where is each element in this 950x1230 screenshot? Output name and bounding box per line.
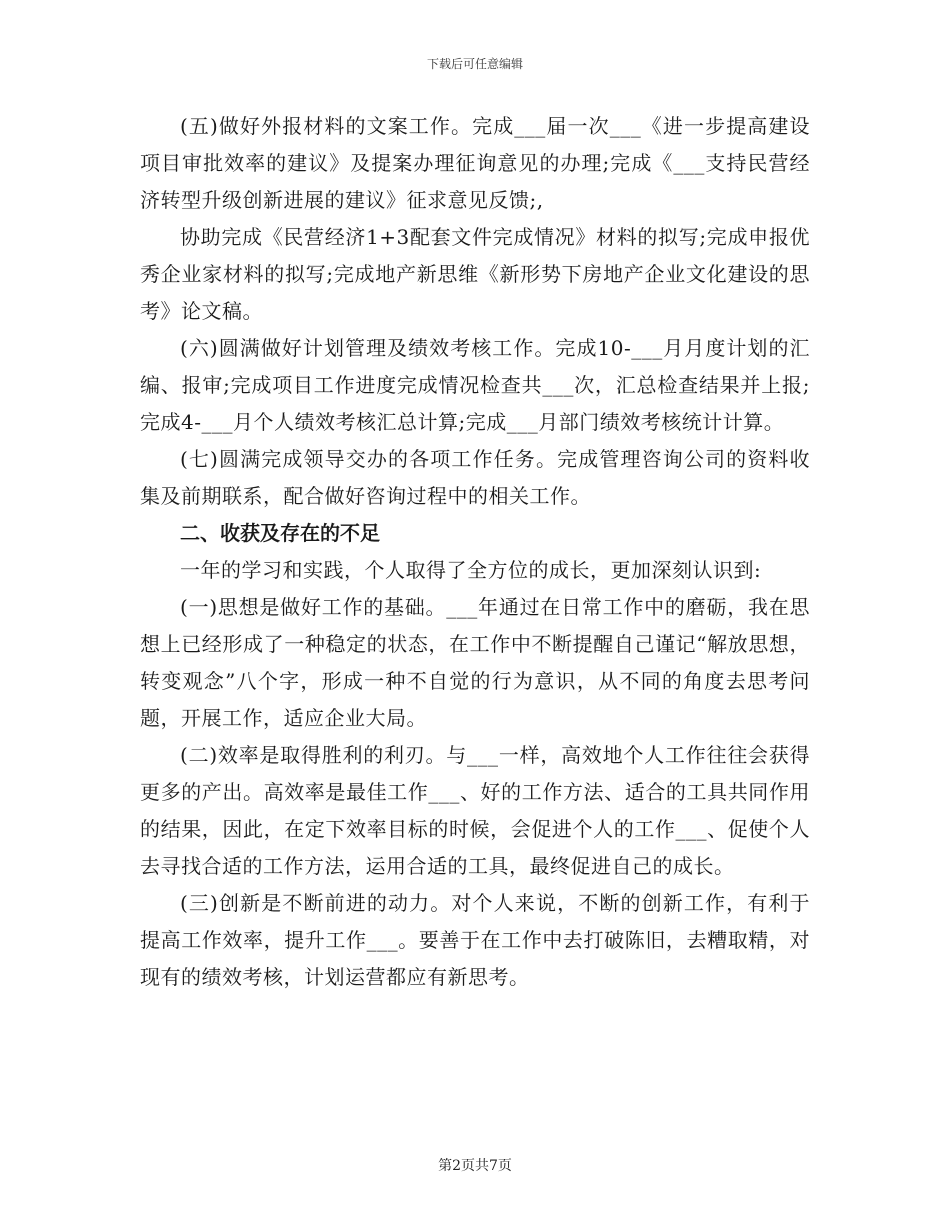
paragraph-innovation: (三)创新是不断前进的动力。对个人来说，不断的创新工作，有利于提高工作效率，提升工作___。要善于在工作中去打破陈旧，去糟取精，对现有的绩效考核，计划运营都应有新思考。 xyxy=(140,891,810,989)
paragraph-section-five: (五)做好外报材料的文案工作。完成___届一次___《进一步提高建设项目审批效率的建议》及提案办理征询意见的办理;完成《___支持民营经济转型升级创新进展的建议》征求意见反馈;, xyxy=(140,114,810,212)
paragraph-thinking-foundation: (一)思想是做好工作的基础。___年通过在日常工作中的磨砺，我在思想上已经形成了一种稳定的状态，在工作中不断提醒自己谨记“解放思想，转变观念”八个字，形成一种不自觉的行为意识，从不同的角度去思考问题，开展工作，适应企业大局。 xyxy=(140,595,810,730)
paragraph-intro-growth: 一年的学习和实践，个人取得了全方位的成长，更加深刻认识到: xyxy=(180,558,762,582)
paragraph-section-six: (六)圆满做好计划管理及绩效考核工作。完成10-___月月度计划的汇编、报审;完成项目工作进度完成情况检查共___次，汇总检查结果并上报;完成4-___月个人绩效考核汇总计算;完成___月部门绩效考核统计计算。 xyxy=(140,336,810,434)
page-header: 下载后可任意编辑 xyxy=(426,57,523,71)
paragraph-section-seven: (七)圆满完成领导交办的各项工作任务。完成管理咨询公司的资料收集及前期联系，配合做好咨询过程中的相关工作。 xyxy=(140,447,810,508)
paragraph-efficiency: (二)效率是取得胜利的利刃。与___一样，高效地个人工作往往会获得更多的产出。高效率是最佳工作___、好的工作方法、适合的工具共同作用的结果，因此，在定下效率目标的时候，会促进个人的工作___、促使个人去寻找合适的工作方法，运用合适的工具，最终促进自己的成长。 xyxy=(140,743,810,878)
section-heading-gains-shortcomings: 二、收获及存在的不足 xyxy=(180,521,380,545)
page-footer: 第2页共7页 xyxy=(438,1158,512,1174)
paragraph-assist-materials: 协助完成《民营经济1+3配套文件完成情况》材料的拟写;完成申报优秀企业家材料的拟写;完成地产新思维《新形势下房地产企业文化建设的思考》论文稿。 xyxy=(140,225,810,323)
document-body xyxy=(140,108,810,996)
